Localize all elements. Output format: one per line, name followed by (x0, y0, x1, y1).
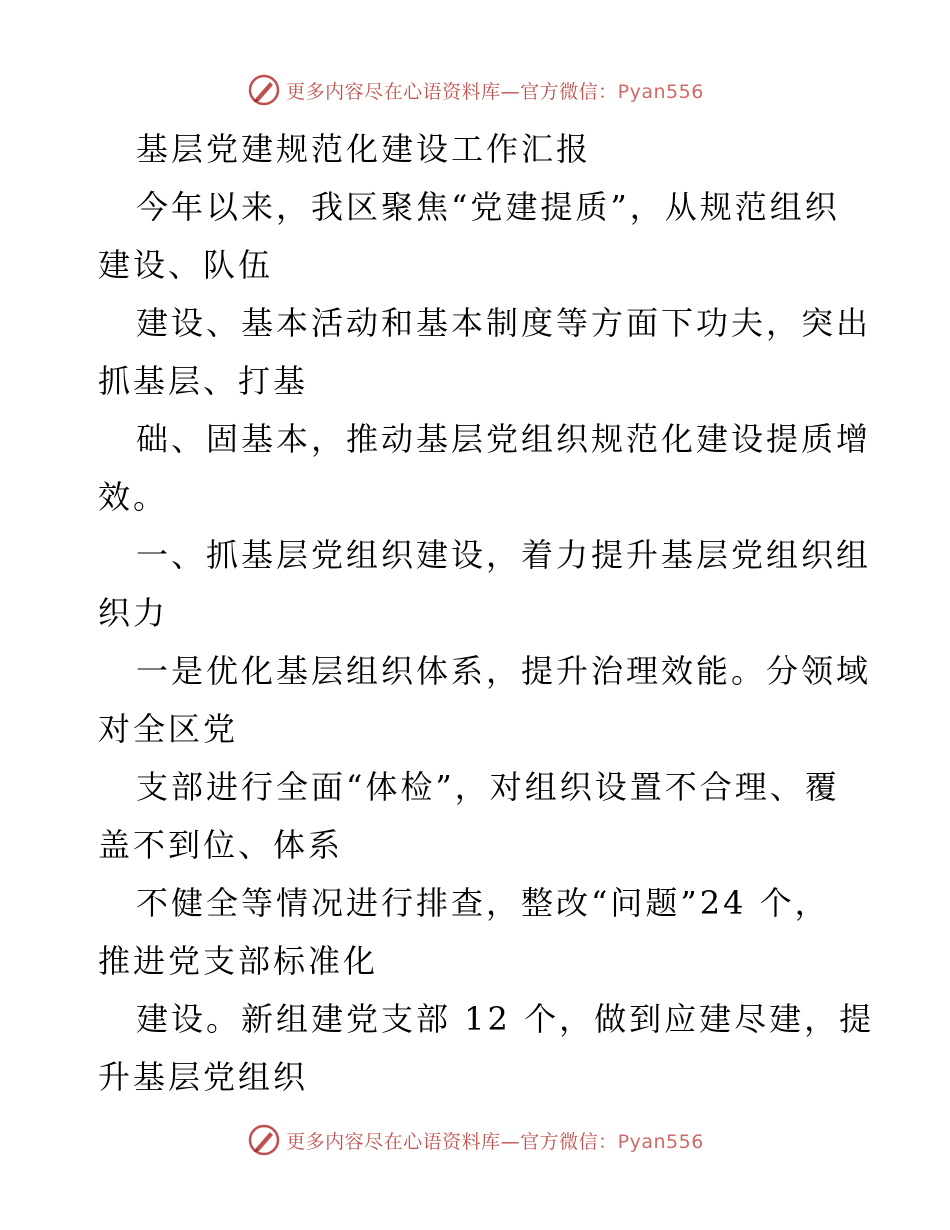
section-heading-cont: 织力 (98, 594, 169, 632)
paragraph-line: 不健全等情况进行排查，整改“问题”24 个， (136, 884, 830, 922)
paragraph-line: 础、固基本，推动基层党组织规范化建设提质增 (136, 420, 872, 458)
document-title: 基层党建规范化建设工作汇报 (136, 130, 592, 168)
paragraph-line: 盖不到位、体系 (98, 826, 344, 864)
paragraph-line: 升基层党组织 (98, 1058, 309, 1096)
header-watermark (0, 70, 950, 110)
watermark-text: 更多内容尽在心语资料库—官方微信：Pyan556 (286, 1130, 704, 1153)
paragraph-line: 支部进行全面“体检”，对组织设置不合理、覆 (136, 768, 840, 806)
pen-logo-icon (246, 1122, 282, 1158)
footer-watermark (0, 1120, 950, 1160)
paragraph-line: 效。 (98, 478, 169, 516)
pen-logo-icon (246, 72, 282, 108)
document-body (98, 120, 875, 1106)
paragraph-line: 一是优化基层组织体系，提升治理效能。分领域 (136, 652, 872, 690)
paragraph-line: 抓基层、打基 (98, 362, 309, 400)
paragraph-line: 建设、基本活动和基本制度等方面下功夫，突出 (136, 304, 872, 342)
watermark-text: 更多内容尽在心语资料库—官方微信：Pyan556 (286, 80, 704, 103)
paragraph-line: 推进党支部标准化 (98, 942, 379, 980)
paragraph-line: 建设。新组建党支部 12 个，做到应建尽建，提 (136, 1000, 875, 1038)
paragraph-line: 对全区党 (98, 710, 239, 748)
paragraph-line: 建设、队伍 (98, 246, 274, 284)
paragraph-line: 今年以来，我区聚焦“党建提质”，从规范组织 (136, 188, 840, 226)
section-heading: 一、抓基层党组织建设，着力提升基层党组织组 (136, 536, 872, 574)
